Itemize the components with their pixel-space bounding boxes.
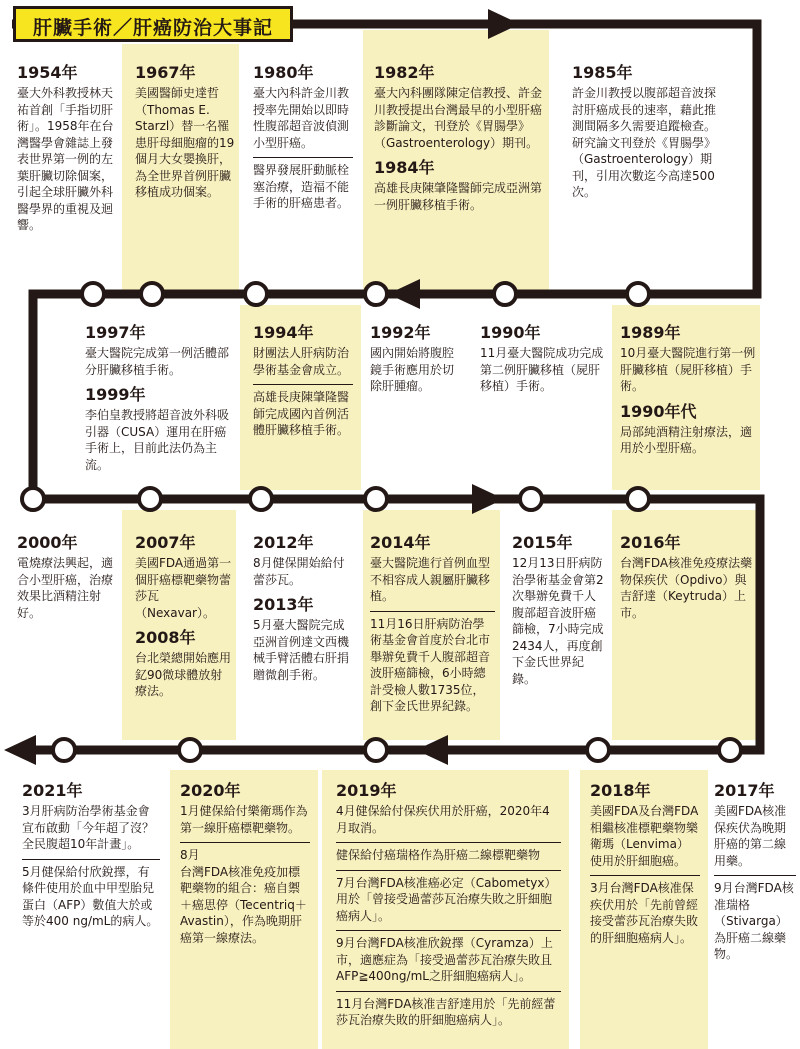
event-text: 8月健保開始給付蕾莎瓦。: [253, 556, 345, 587]
event-year: 2008年: [135, 628, 196, 647]
event-text: 國內開始將腹腔鏡手術應用於切除肝腫瘤。: [370, 346, 455, 393]
event-year: 2014年: [370, 533, 431, 552]
timeline-node: [250, 488, 272, 510]
event-text: 局部純酒精注射療法，適用於小型肝癌。: [620, 424, 753, 455]
timeline-node: [520, 488, 542, 510]
event-text: 臺大醫院完成第一例活體部分肝臟移植手術。: [85, 346, 230, 377]
event-year: 1985年: [572, 63, 633, 82]
timeline-node: [139, 488, 161, 510]
event-text: 11月臺大醫院成功完成第二例肝臟移植（屍肝移植）手術。: [480, 346, 604, 393]
timeline-node: [719, 739, 741, 761]
event-2021: [22, 780, 160, 930]
event-text: 台灣FDA核准免疫療法藥物保疾伏（Opdivo）與吉舒達（Keytruda）上市。: [620, 556, 753, 620]
event-text-secondary: 8月: [180, 848, 200, 862]
event-year: 2016年: [620, 533, 681, 552]
event-year: 1990年代: [620, 401, 697, 421]
event-text: 12月13日肝病防治學術基金會第2次舉辦免費千人腹部超音波肝癌篩檢，7小時完成2434人，再度創下金氏世界紀錄。: [512, 556, 604, 686]
event-text: 台北榮總開始應用釔90微球體放射療法。: [135, 651, 232, 698]
event-year: 1989年: [620, 323, 681, 342]
event-1989: [620, 322, 758, 457]
divider: [590, 875, 700, 876]
event-year: 2018年: [590, 781, 651, 800]
event-2016: [620, 532, 755, 621]
event-2020: [180, 780, 310, 946]
event-1994: [253, 322, 353, 439]
timeline-node: [587, 739, 609, 761]
event-text: 美國FDA通過第一個肝癌標靶藥物蕾莎瓦（Nexavar）。: [135, 556, 232, 620]
event-year: 1980年: [253, 63, 314, 82]
divider: [370, 611, 495, 612]
event-year: 2017年: [714, 781, 775, 800]
event-year: 1997年: [85, 323, 146, 342]
divider: [336, 991, 561, 992]
divider: [714, 875, 796, 876]
title-box: [13, 6, 293, 42]
event-1982: [374, 62, 542, 213]
event-year: 1999年: [85, 385, 146, 404]
timeline-node: [22, 488, 44, 510]
arrow-left-icon: [4, 735, 36, 765]
event-2018: [590, 780, 700, 946]
timeline-node: [627, 283, 649, 305]
event-text: 10月臺大醫院進行第一例肝臟移植（屍肝移植）手術。: [620, 346, 756, 393]
divider: [180, 842, 310, 843]
event-text-secondary: 11月16日肝病防治學術基金會首度於台北市舉辦免費千人腹部超音波肝癌篩檢，6小時總計受檢人數1735位，創下金氏世界紀錄。: [370, 616, 491, 713]
event-1980: [253, 62, 353, 212]
divider: [22, 859, 160, 860]
event-1992: [370, 322, 465, 395]
event-text-secondary: 3月台灣FDA核准保疾伏用於「先前曾經接受蕾莎瓦治療失敗的肝細胞癌病人」。: [590, 881, 699, 945]
event-year: 2007年: [135, 533, 196, 552]
event-text: 美國FDA及台灣FDA相繼核准標靶藥物樂衛瑪（Lenvima）使用於肝細胞癌。: [590, 804, 699, 868]
event-2015: [512, 532, 606, 687]
event-2012: [253, 532, 353, 683]
arrow-right-icon: [472, 484, 504, 514]
event-text: 美國醫師史達哲（Thomas E. Starzl）替一名罹患肝母細胞瘤的19個月大女嬰換肝，為全世界首例肝臟移植成功個案。: [135, 86, 235, 199]
event-text: 臺大內科團隊陳定信教授、許金川教授提出台灣最早的小型肝癌診斷論文，刊登於《胃腸學》（Gastroenterology）期刊。: [374, 86, 543, 150]
timeline-node: [82, 283, 104, 305]
timeline-node: [245, 283, 267, 305]
event-2014: [370, 532, 495, 715]
event-1967: [135, 62, 235, 201]
event-year: 1954年: [17, 63, 78, 82]
event-text: 1月健保給付樂衛瑪作為第一線肝癌標靶藥物。: [180, 804, 308, 835]
event-text-secondary: 9月台灣FDA核准瑞格（Stivarga）為肝癌二線藥物。: [714, 881, 794, 961]
event-year: 2015年: [512, 533, 573, 552]
arrow-left-icon: [416, 735, 448, 765]
timeline-node: [494, 283, 516, 305]
event-text-secondary: 5月健保給付欣銳擇，有條件使用於血中甲型胎兒蛋白（AFP）數值大於或等於400 ng/mL的病人。: [22, 864, 159, 928]
event-year: 2012年: [253, 533, 314, 552]
event-2000: [17, 532, 113, 621]
timeline-node: [141, 283, 163, 305]
event-item: 4月健保給付保疾伏用於肝癌，2020年4月取消。: [336, 804, 550, 835]
event-text: 3月肝病防治學術基金會宣布啟動「今年超了沒？全民腹超10年計畫」。: [22, 804, 155, 851]
event-item: 11月台灣FDA核准吉舒達用於「先前經蕾莎瓦治療失敗的肝細胞癌病人」。: [336, 996, 556, 1027]
event-1985: [572, 62, 722, 201]
event-1954: [17, 62, 115, 234]
divider: [336, 870, 561, 871]
divider: [336, 842, 561, 843]
event-text: 財團法人肝病防治學術基金會成立。: [253, 346, 350, 377]
event-year: 1982年: [374, 63, 435, 82]
timeline-node: [53, 739, 75, 761]
event-year: 2013年: [253, 595, 314, 614]
event-text: 許金川教授以腹部超音波探討肝癌成長的速率，藉此推測間隔多久需要追蹤檢查。研究論文刊登於《胃腸學》（Gastroenterology）期刊，引用次數迄今高達500次。: [572, 86, 717, 199]
event-text: 臺大內科許金川教授率先開始以即時性腹部超音波偵測小型肝癌。: [253, 86, 350, 150]
timeline-node: [365, 739, 387, 761]
timeline-node: [179, 739, 201, 761]
divider: [253, 384, 353, 385]
event-item: 健保給付癌瑞格作為肝癌二線標靶藥物: [336, 848, 541, 862]
event-year: 2019年: [336, 781, 397, 800]
event-text: 高雄長庚陳肇隆醫師完成亞洲第一例肝臟移植手術。: [374, 181, 543, 212]
event-2019: [336, 780, 561, 1029]
event-year: 1992年: [370, 323, 431, 342]
event-year: 2000年: [17, 533, 78, 552]
event-text-secondary: 高雄長庚陳肇隆醫師完成國內首例活體肝臟移植手術。: [253, 390, 350, 437]
event-text-secondary: 醫界發展肝動脈栓塞治療，造福不能手術的肝癌患者。: [253, 163, 350, 210]
event-2007: [135, 532, 233, 700]
event-year: 1967年: [135, 63, 196, 82]
event-year: 1994年: [253, 323, 314, 342]
event-year: 1984年: [374, 158, 435, 177]
event-text: 美國FDA核准保疾伏為晚期肝癌的第二線用藥。: [714, 804, 787, 868]
event-1990: [480, 322, 605, 395]
event-year: 2021年: [22, 781, 83, 800]
event-year: 1990年: [480, 323, 541, 342]
divider: [336, 930, 561, 931]
event-text: 李伯皇教授將超音波外科吸引器（CUSA）運用在肝癌手術上，目前此法仍為主流。: [85, 408, 230, 472]
timeline-node: [365, 488, 387, 510]
event-text: 臺大醫院進行首例血型不相容成人親屬肝臟移植。: [370, 556, 491, 603]
event-text: 電燒療法興起，適合小型肝癌，治療效果比酒精注射好。: [17, 556, 114, 620]
event-text: 5月臺大醫院完成亞洲首例達文西機械手臂活體右肝捐贈微創手術。: [253, 618, 350, 682]
event-year: 2020年: [180, 781, 241, 800]
event-text: 臺大外科教授林天祐首創「手指切肝術」。1958年在台灣醫學會雜誌上發表世界第一例的左葉肝臟切除個案，引起全球肝臟外科醫學界的重視及迴響。: [17, 86, 114, 232]
event-1997: [85, 322, 235, 473]
timeline-node: [627, 488, 649, 510]
page-title: 肝臟手術／肝癌防治大事記: [32, 17, 273, 39]
arrow-right-icon: [488, 9, 520, 39]
event-item: 9月台灣FDA核准欣銳擇（Cyramza）上市，適應症為「接受過蕾莎瓦治療失敗且AFP≧400ng/mL之肝細胞癌病人」。: [336, 936, 553, 983]
event-text-secondary: 台灣FDA核准免疫加標靶藥物的組合：癌自禦＋癌思停（Tecentriq＋Avastin），作為晚期肝癌第一線療法。: [180, 864, 307, 945]
event-item: 7月台灣FDA核准癌必定（Cabometyx）用於「曾接受過蕾莎瓦治療失敗之肝細胞癌病人」。: [336, 875, 557, 923]
divider: [253, 157, 353, 158]
arrow-left-icon: [388, 279, 420, 309]
event-2017: [714, 780, 796, 963]
timeline-node: [365, 283, 387, 305]
